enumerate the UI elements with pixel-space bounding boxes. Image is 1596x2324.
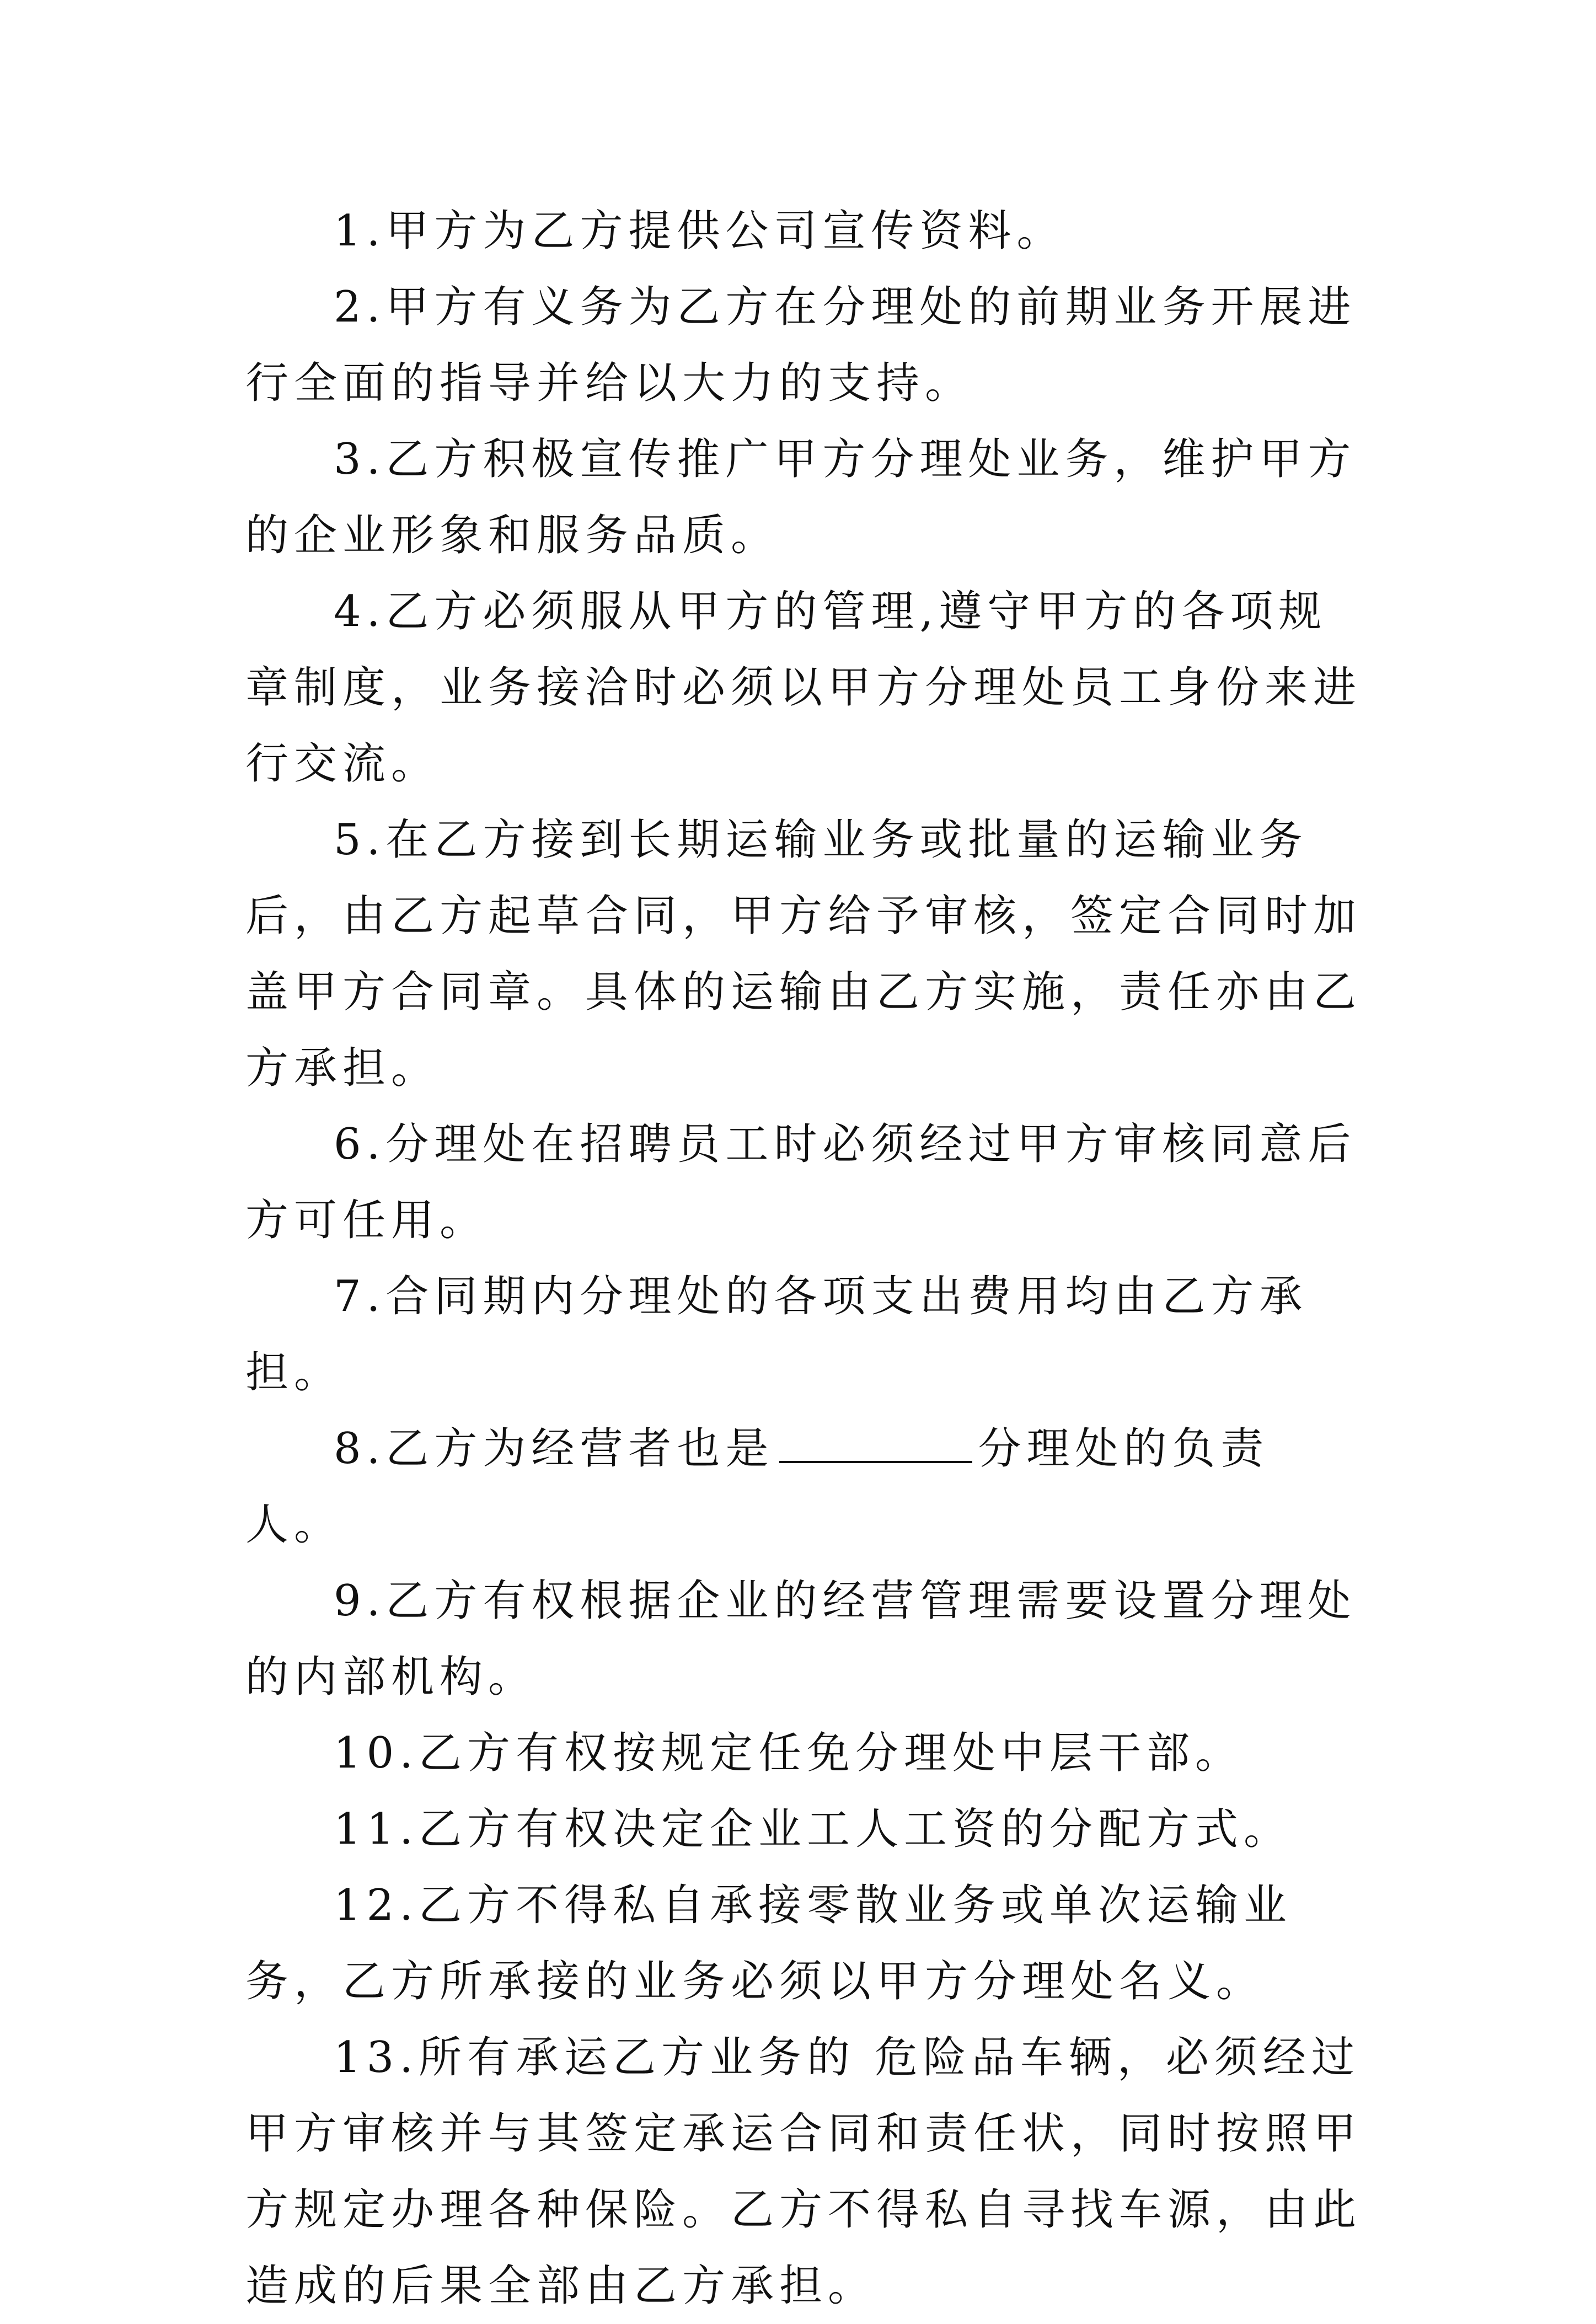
clause-5: 5.在乙方接到长期运输业务或批量的运输业务后，由乙方起草合同，甲方给予审核，签定合同时加盖甲方合同章。具体的运输由乙方实施，责任亦由乙方承担。 [245,815,1362,1093]
clause-12: 12.乙方不得私自承接零散业务或单次运输业务，乙方所承接的业务必须以甲方分理处名义。 [245,1881,1293,2006]
clause-8-text-before: 8.乙方为经营者也是 [334,1424,774,1474]
contract-clauses [245,193,1365,2324]
clause-11: 11.乙方有权决定企业工人工资的分配方式。 [334,1804,1293,1854]
clause-6: 6.分理处在招聘员工时必须经过甲方审核同意后方可任用。 [245,1120,1357,1245]
clause-4: 4.乙方必须服从甲方的管理,遵守甲方的各项规章制度，业务接洽时必须以甲方分理处员工身份来进行交流。 [245,587,1362,789]
clause-8 [245,1411,1365,1563]
clause-2: 2.甲方有义务为乙方在分理处的前期业务开展进行全面的指导并给以大力的支持。 [245,282,1357,408]
clause-10: 10.乙方有权按规定任免分理处中层干部。 [334,1728,1244,1778]
clause-9: 9.乙方有权根据企业的经营管理需要设置分理处的内部机构。 [245,1576,1357,1702]
clause-8-text-after: 分理处的负责人。 [245,1424,1270,1550]
clause-1: 1.甲方为乙方提供公司宣传资料。 [334,206,1065,256]
fill-in-blank [779,1460,972,1463]
clause-7: 7.合同期内分理处的各项支出费用均由乙方承担。 [245,1272,1308,1397]
clause-13: 13.所有承运乙方业务的 危险品车辆，必须经过甲方审核并与其签定承运合同和责任状，同时按照甲方规定办理各种保险。乙方不得私自寻找车源，由此造成的后果全部由乙方承担。 [245,2033,1362,2311]
clause-3: 3.乙方积极宣传推广甲方分理处业务，维护甲方的企业形象和服务品质。 [245,435,1357,560]
